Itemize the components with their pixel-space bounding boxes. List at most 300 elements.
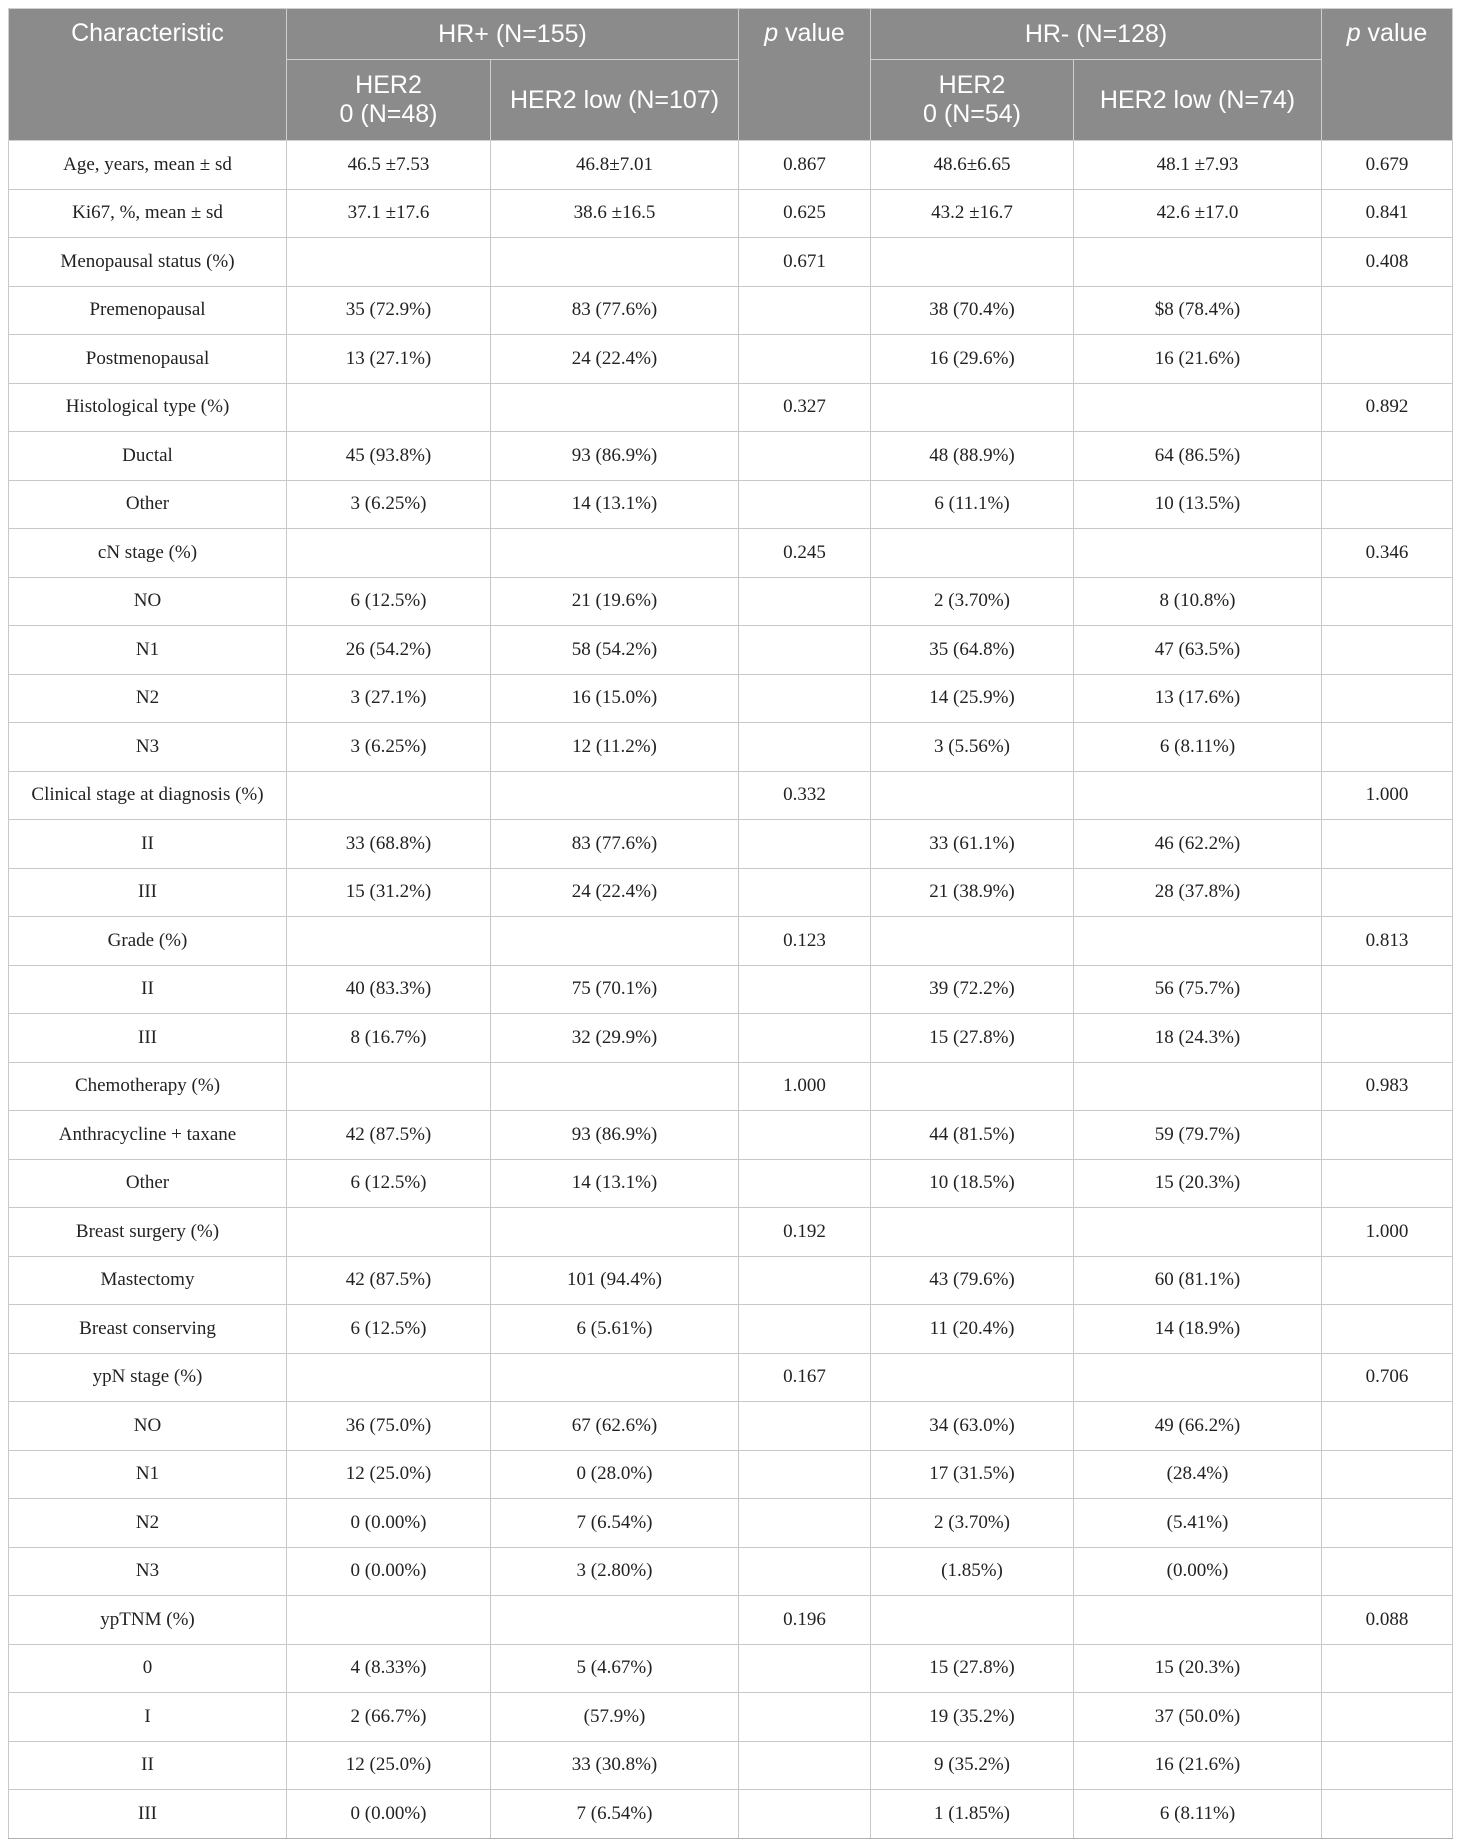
table-row — [9, 868, 1453, 917]
hr-neg-p-value-cell: 0.706 — [1322, 1353, 1453, 1402]
table-body — [9, 141, 1453, 1839]
hr-pos-p-value-cell — [739, 432, 871, 481]
characteristic-cell: Histological type (%) — [9, 383, 287, 432]
characteristic-cell: Anthracycline + taxane — [9, 1111, 287, 1160]
hr-neg-her2-low-cell — [1074, 529, 1322, 578]
hr-neg-her2-0-cell: 3 (5.56%) — [871, 723, 1074, 772]
hr-pos-her2-low-cell: 7 (6.54%) — [491, 1790, 739, 1839]
hr-neg-p-value-cell — [1322, 1644, 1453, 1693]
hr-neg-p-value-cell — [1322, 1741, 1453, 1790]
hr-pos-her2-0-cell: 0 (0.00%) — [287, 1790, 491, 1839]
hr-pos-her2-low-cell: 21 (19.6%) — [491, 577, 739, 626]
hr-neg-her2-low-cell: 59 (79.7%) — [1074, 1111, 1322, 1160]
characteristic-cell: ypN stage (%) — [9, 1353, 287, 1402]
hr-neg-her2-0-cell: 48.6±6.65 — [871, 141, 1074, 190]
hr-pos-her2-0-cell — [287, 1062, 491, 1111]
hr-pos-p-value-cell — [739, 1014, 871, 1063]
hr-pos-her2-0-cell: 3 (6.25%) — [287, 723, 491, 772]
header-her2-0-hr-positive — [287, 60, 491, 141]
hr-pos-her2-low-cell: 67 (62.6%) — [491, 1402, 739, 1451]
hr-pos-her2-0-cell: 4 (8.33%) — [287, 1644, 491, 1693]
characteristic-cell: Age, years, mean ± sd — [9, 141, 287, 190]
hr-neg-p-value-cell — [1322, 1014, 1453, 1063]
header-characteristic: Characteristic — [9, 9, 287, 141]
characteristic-cell: 0 — [9, 1644, 287, 1693]
p-value-text: value — [1360, 19, 1428, 47]
hr-neg-her2-0-cell: 11 (20.4%) — [871, 1305, 1074, 1354]
hr-pos-her2-0-cell: 35 (72.9%) — [287, 286, 491, 335]
hr-pos-her2-low-cell: 7 (6.54%) — [491, 1499, 739, 1548]
characteristic-cell: I — [9, 1693, 287, 1742]
p-value-text: value — [778, 19, 845, 47]
table-row — [9, 577, 1453, 626]
hr-pos-her2-low-cell — [491, 771, 739, 820]
characteristic-cell: ypTNM (%) — [9, 1596, 287, 1645]
hr-pos-p-value-cell — [739, 1256, 871, 1305]
hr-pos-her2-low-cell: 14 (13.1%) — [491, 1159, 739, 1208]
hr-neg-her2-0-cell: 15 (27.8%) — [871, 1014, 1074, 1063]
hr-pos-p-value-cell — [739, 626, 871, 675]
hr-neg-her2-0-cell: 35 (64.8%) — [871, 626, 1074, 675]
hr-pos-her2-low-cell — [491, 1062, 739, 1111]
her2-label: HER2 — [355, 71, 422, 99]
hr-pos-her2-0-cell — [287, 238, 491, 287]
hr-neg-her2-low-cell: 16 (21.6%) — [1074, 1741, 1322, 1790]
table-row — [9, 238, 1453, 287]
hr-neg-p-value-cell: 0.346 — [1322, 529, 1453, 578]
hr-pos-p-value-cell: 0.867 — [739, 141, 871, 190]
hr-neg-p-value-cell — [1322, 577, 1453, 626]
hr-pos-her2-0-cell: 42 (87.5%) — [287, 1256, 491, 1305]
hr-neg-her2-low-cell: 16 (21.6%) — [1074, 335, 1322, 384]
hr-neg-p-value-cell — [1322, 1402, 1453, 1451]
hr-neg-her2-low-cell: 8 (10.8%) — [1074, 577, 1322, 626]
hr-neg-her2-low-cell — [1074, 1353, 1322, 1402]
hr-neg-her2-low-cell: 46 (62.2%) — [1074, 820, 1322, 869]
hr-neg-p-value-cell — [1322, 1693, 1453, 1742]
hr-pos-her2-low-cell — [491, 917, 739, 966]
hr-pos-p-value-cell: 0.196 — [739, 1596, 871, 1645]
hr-pos-her2-low-cell: 93 (86.9%) — [491, 1111, 739, 1160]
hr-neg-her2-0-cell: 14 (25.9%) — [871, 674, 1074, 723]
hr-pos-p-value-cell — [739, 480, 871, 529]
header-row-groups — [9, 9, 1453, 60]
hr-pos-p-value-cell: 0.671 — [739, 238, 871, 287]
hr-pos-p-value-cell — [739, 1402, 871, 1451]
hr-neg-p-value-cell: 0.408 — [1322, 238, 1453, 287]
characteristic-cell: NO — [9, 1402, 287, 1451]
hr-neg-p-value-cell — [1322, 1159, 1453, 1208]
hr-neg-her2-0-cell: 19 (35.2%) — [871, 1693, 1074, 1742]
p-italic: p — [1346, 19, 1361, 47]
hr-neg-her2-low-cell: 28 (37.8%) — [1074, 868, 1322, 917]
hr-pos-p-value-cell — [739, 965, 871, 1014]
table-row — [9, 1450, 1453, 1499]
hr-pos-p-value-cell — [739, 1741, 871, 1790]
hr-neg-her2-0-cell: (1.85%) — [871, 1547, 1074, 1596]
hr-neg-p-value-cell — [1322, 723, 1453, 772]
hr-pos-her2-0-cell — [287, 771, 491, 820]
hr-pos-p-value-cell — [739, 1693, 871, 1742]
hr-neg-p-value-cell — [1322, 480, 1453, 529]
table-row — [9, 286, 1453, 335]
hr-neg-her2-0-cell — [871, 1208, 1074, 1257]
hr-neg-her2-0-cell: 2 (3.70%) — [871, 577, 1074, 626]
characteristic-cell: N3 — [9, 1547, 287, 1596]
table-row — [9, 335, 1453, 384]
hr-neg-p-value-cell — [1322, 674, 1453, 723]
table-row — [9, 1208, 1453, 1257]
hr-pos-p-value-cell — [739, 674, 871, 723]
hr-pos-her2-low-cell — [491, 1208, 739, 1257]
hr-pos-her2-0-cell: 26 (54.2%) — [287, 626, 491, 675]
hr-pos-p-value-cell — [739, 1159, 871, 1208]
header-her2-low-hr-positive: HER2 low (N=107) — [491, 60, 739, 141]
hr-neg-p-value-cell: 0.679 — [1322, 141, 1453, 190]
hr-pos-her2-0-cell: 0 (0.00%) — [287, 1547, 491, 1596]
characteristic-cell: III — [9, 868, 287, 917]
table-row — [9, 771, 1453, 820]
hr-pos-her2-low-cell: 24 (22.4%) — [491, 868, 739, 917]
hr-neg-her2-0-cell — [871, 1353, 1074, 1402]
hr-pos-her2-0-cell: 6 (12.5%) — [287, 1305, 491, 1354]
table-row — [9, 1596, 1453, 1645]
hr-neg-her2-low-cell: 15 (20.3%) — [1074, 1159, 1322, 1208]
hr-neg-her2-low-cell — [1074, 1208, 1322, 1257]
hr-pos-her2-0-cell: 6 (12.5%) — [287, 1159, 491, 1208]
table-row — [9, 1741, 1453, 1790]
hr-neg-her2-low-cell: (0.00%) — [1074, 1547, 1322, 1596]
hr-neg-her2-low-cell: 6 (8.11%) — [1074, 1790, 1322, 1839]
characteristics-table — [8, 8, 1453, 1839]
characteristic-cell: Other — [9, 1159, 287, 1208]
hr-pos-her2-0-cell — [287, 1208, 491, 1257]
hr-pos-her2-low-cell: 16 (15.0%) — [491, 674, 739, 723]
hr-pos-p-value-cell — [739, 1547, 871, 1596]
hr-neg-p-value-cell — [1322, 1790, 1453, 1839]
header-her2-low-hr-negative: HER2 low (N=74) — [1074, 60, 1322, 141]
hr-pos-her2-low-cell: 6 (5.61%) — [491, 1305, 739, 1354]
hr-neg-p-value-cell — [1322, 1547, 1453, 1596]
hr-neg-p-value-cell — [1322, 286, 1453, 335]
table-row — [9, 1256, 1453, 1305]
characteristic-cell: Chemotherapy (%) — [9, 1062, 287, 1111]
hr-pos-p-value-cell — [739, 723, 871, 772]
hr-neg-her2-low-cell: (28.4%) — [1074, 1450, 1322, 1499]
hr-pos-her2-low-cell — [491, 383, 739, 432]
her2-label: HER2 — [938, 71, 1006, 99]
header-hr-positive: HR+ (N=155) — [287, 9, 739, 60]
characteristic-cell: N1 — [9, 626, 287, 675]
hr-neg-p-value-cell — [1322, 965, 1453, 1014]
hr-pos-p-value-cell: 0.245 — [739, 529, 871, 578]
hr-neg-her2-low-cell — [1074, 1062, 1322, 1111]
characteristic-cell: II — [9, 1741, 287, 1790]
characteristics-table-container — [8, 8, 1452, 1839]
hr-neg-her2-low-cell: 15 (20.3%) — [1074, 1644, 1322, 1693]
hr-pos-p-value-cell — [739, 820, 871, 869]
hr-neg-her2-low-cell: (5.41%) — [1074, 1499, 1322, 1548]
characteristic-cell: N2 — [9, 1499, 287, 1548]
hr-neg-her2-0-cell: 1 (1.85%) — [871, 1790, 1074, 1839]
hr-pos-her2-low-cell: 83 (77.6%) — [491, 286, 739, 335]
characteristic-cell: Mastectomy — [9, 1256, 287, 1305]
hr-neg-p-value-cell — [1322, 335, 1453, 384]
characteristic-cell: III — [9, 1014, 287, 1063]
hr-pos-her2-low-cell — [491, 1596, 739, 1645]
hr-neg-her2-0-cell — [871, 383, 1074, 432]
table-row — [9, 1693, 1453, 1742]
hr-pos-her2-0-cell: 33 (68.8%) — [287, 820, 491, 869]
hr-neg-her2-0-cell: 48 (88.9%) — [871, 432, 1074, 481]
hr-pos-her2-0-cell: 12 (25.0%) — [287, 1450, 491, 1499]
hr-pos-her2-0-cell: 13 (27.1%) — [287, 335, 491, 384]
table-row — [9, 189, 1453, 238]
hr-neg-her2-low-cell: 10 (13.5%) — [1074, 480, 1322, 529]
hr-pos-her2-0-cell — [287, 1596, 491, 1645]
hr-neg-her2-low-cell: 13 (17.6%) — [1074, 674, 1322, 723]
hr-pos-p-value-cell — [739, 286, 871, 335]
hr-pos-her2-low-cell: 38.6 ±16.5 — [491, 189, 739, 238]
hr-pos-her2-low-cell: 58 (54.2%) — [491, 626, 739, 675]
hr-pos-her2-0-cell: 45 (93.8%) — [287, 432, 491, 481]
hr-pos-p-value-cell — [739, 577, 871, 626]
hr-neg-p-value-cell — [1322, 1256, 1453, 1305]
hr-pos-p-value-cell: 0.332 — [739, 771, 871, 820]
hr-pos-p-value-cell: 0.123 — [739, 917, 871, 966]
table-row — [9, 529, 1453, 578]
table-row — [9, 965, 1453, 1014]
hr-neg-her2-low-cell: 14 (18.9%) — [1074, 1305, 1322, 1354]
table-row — [9, 1402, 1453, 1451]
hr-pos-her2-low-cell — [491, 238, 739, 287]
characteristic-cell: N3 — [9, 723, 287, 772]
hr-pos-her2-0-cell — [287, 383, 491, 432]
hr-pos-her2-0-cell: 3 (27.1%) — [287, 674, 491, 723]
table-row — [9, 674, 1453, 723]
hr-neg-her2-0-cell: 6 (11.1%) — [871, 480, 1074, 529]
hr-pos-her2-0-cell: 37.1 ±17.6 — [287, 189, 491, 238]
table-row — [9, 480, 1453, 529]
hr-neg-p-value-cell — [1322, 868, 1453, 917]
hr-neg-her2-low-cell — [1074, 917, 1322, 966]
hr-neg-her2-low-cell — [1074, 1596, 1322, 1645]
hr-neg-her2-0-cell: 43 (79.6%) — [871, 1256, 1074, 1305]
hr-neg-her2-0-cell: 43.2 ±16.7 — [871, 189, 1074, 238]
characteristic-cell: Ki67, %, mean ± sd — [9, 189, 287, 238]
header-hr-negative: HR- (N=128) — [871, 9, 1322, 60]
hr-neg-her2-low-cell — [1074, 383, 1322, 432]
hr-neg-p-value-cell — [1322, 820, 1453, 869]
her2-count: 0 (N=48) — [339, 100, 438, 128]
header-p-value-hr-negative — [1322, 9, 1453, 141]
table-row — [9, 1547, 1453, 1596]
hr-neg-her2-low-cell — [1074, 238, 1322, 287]
hr-pos-her2-low-cell: 5 (4.67%) — [491, 1644, 739, 1693]
hr-pos-p-value-cell: 0.167 — [739, 1353, 871, 1402]
hr-neg-p-value-cell: 0.841 — [1322, 189, 1453, 238]
characteristic-cell: Ductal — [9, 432, 287, 481]
hr-pos-her2-low-cell: 101 (94.4%) — [491, 1256, 739, 1305]
hr-neg-her2-0-cell: 44 (81.5%) — [871, 1111, 1074, 1160]
hr-neg-her2-low-cell: 6 (8.11%) — [1074, 723, 1322, 772]
hr-neg-her2-0-cell: 16 (29.6%) — [871, 335, 1074, 384]
hr-neg-p-value-cell — [1322, 1450, 1453, 1499]
hr-neg-her2-0-cell — [871, 1062, 1074, 1111]
hr-pos-her2-0-cell — [287, 917, 491, 966]
characteristic-cell: N2 — [9, 674, 287, 723]
hr-neg-her2-0-cell: 38 (70.4%) — [871, 286, 1074, 335]
hr-pos-p-value-cell — [739, 1499, 871, 1548]
characteristic-cell: Breast conserving — [9, 1305, 287, 1354]
table-row — [9, 626, 1453, 675]
hr-pos-her2-0-cell: 12 (25.0%) — [287, 1741, 491, 1790]
hr-neg-her2-low-cell: 64 (86.5%) — [1074, 432, 1322, 481]
hr-pos-p-value-cell: 1.000 — [739, 1062, 871, 1111]
characteristic-cell: Other — [9, 480, 287, 529]
hr-pos-her2-low-cell: 83 (77.6%) — [491, 820, 739, 869]
table-header — [9, 9, 1453, 141]
hr-neg-her2-low-cell: 48.1 ±7.93 — [1074, 141, 1322, 190]
hr-pos-p-value-cell: 0.327 — [739, 383, 871, 432]
table-row — [9, 1499, 1453, 1548]
hr-neg-her2-0-cell: 34 (63.0%) — [871, 1402, 1074, 1451]
her2-count: 0 (N=54) — [923, 100, 1021, 128]
hr-neg-her2-0-cell — [871, 1596, 1074, 1645]
hr-pos-p-value-cell — [739, 335, 871, 384]
hr-pos-her2-0-cell: 42 (87.5%) — [287, 1111, 491, 1160]
hr-neg-p-value-cell: 0.088 — [1322, 1596, 1453, 1645]
header-her2-0-hr-negative — [871, 60, 1074, 141]
hr-pos-her2-low-cell: 12 (11.2%) — [491, 723, 739, 772]
hr-pos-her2-low-cell: 3 (2.80%) — [491, 1547, 739, 1596]
hr-neg-her2-low-cell: 18 (24.3%) — [1074, 1014, 1322, 1063]
hr-neg-her2-low-cell: 56 (75.7%) — [1074, 965, 1322, 1014]
hr-pos-her2-low-cell: 14 (13.1%) — [491, 480, 739, 529]
hr-pos-her2-0-cell: 36 (75.0%) — [287, 1402, 491, 1451]
hr-pos-p-value-cell — [739, 1644, 871, 1693]
hr-pos-her2-0-cell: 40 (83.3%) — [287, 965, 491, 1014]
hr-neg-p-value-cell — [1322, 1305, 1453, 1354]
hr-pos-her2-low-cell — [491, 529, 739, 578]
hr-neg-her2-0-cell — [871, 529, 1074, 578]
hr-neg-p-value-cell — [1322, 1111, 1453, 1160]
table-row — [9, 1305, 1453, 1354]
table-row — [9, 1014, 1453, 1063]
table-row — [9, 1159, 1453, 1208]
characteristic-cell: III — [9, 1790, 287, 1839]
hr-pos-her2-low-cell: 0 (28.0%) — [491, 1450, 739, 1499]
characteristic-cell: N1 — [9, 1450, 287, 1499]
hr-pos-her2-0-cell: 0 (0.00%) — [287, 1499, 491, 1548]
table-row — [9, 723, 1453, 772]
hr-pos-her2-0-cell: 3 (6.25%) — [287, 480, 491, 529]
table-row — [9, 1790, 1453, 1839]
hr-neg-p-value-cell: 0.983 — [1322, 1062, 1453, 1111]
hr-neg-her2-low-cell: $8 (78.4%) — [1074, 286, 1322, 335]
characteristic-cell: Clinical stage at diagnosis (%) — [9, 771, 287, 820]
table-row — [9, 820, 1453, 869]
table-row — [9, 1644, 1453, 1693]
hr-pos-her2-0-cell — [287, 1353, 491, 1402]
hr-neg-her2-0-cell: 2 (3.70%) — [871, 1499, 1074, 1548]
hr-pos-p-value-cell — [739, 868, 871, 917]
hr-neg-her2-0-cell: 9 (35.2%) — [871, 1741, 1074, 1790]
hr-pos-her2-low-cell: 33 (30.8%) — [491, 1741, 739, 1790]
hr-neg-her2-low-cell: 42.6 ±17.0 — [1074, 189, 1322, 238]
p-italic: p — [764, 19, 779, 47]
hr-pos-her2-0-cell: 2 (66.7%) — [287, 1693, 491, 1742]
characteristic-cell: II — [9, 820, 287, 869]
hr-pos-her2-low-cell: (57.9%) — [491, 1693, 739, 1742]
hr-neg-her2-0-cell: 15 (27.8%) — [871, 1644, 1074, 1693]
table-row — [9, 383, 1453, 432]
table-row — [9, 1062, 1453, 1111]
hr-neg-her2-0-cell: 21 (38.9%) — [871, 868, 1074, 917]
hr-pos-her2-0-cell — [287, 529, 491, 578]
hr-neg-her2-0-cell: 17 (31.5%) — [871, 1450, 1074, 1499]
hr-neg-her2-low-cell: 47 (63.5%) — [1074, 626, 1322, 675]
hr-neg-p-value-cell: 1.000 — [1322, 1208, 1453, 1257]
characteristic-cell: Breast surgery (%) — [9, 1208, 287, 1257]
hr-pos-her2-0-cell: 15 (31.2%) — [287, 868, 491, 917]
hr-neg-her2-0-cell — [871, 771, 1074, 820]
hr-pos-p-value-cell: 0.192 — [739, 1208, 871, 1257]
hr-pos-her2-low-cell: 24 (22.4%) — [491, 335, 739, 384]
header-p-value-hr-positive — [739, 9, 871, 141]
hr-neg-her2-low-cell: 37 (50.0%) — [1074, 1693, 1322, 1742]
characteristic-cell: Menopausal status (%) — [9, 238, 287, 287]
hr-neg-her2-0-cell: 10 (18.5%) — [871, 1159, 1074, 1208]
hr-neg-p-value-cell — [1322, 1499, 1453, 1548]
hr-pos-p-value-cell — [739, 1450, 871, 1499]
characteristic-cell: Grade (%) — [9, 917, 287, 966]
hr-neg-her2-0-cell: 39 (72.2%) — [871, 965, 1074, 1014]
hr-pos-her2-low-cell: 93 (86.9%) — [491, 432, 739, 481]
hr-pos-her2-low-cell: 46.8±7.01 — [491, 141, 739, 190]
table-row — [9, 917, 1453, 966]
hr-pos-her2-low-cell: 75 (70.1%) — [491, 965, 739, 1014]
table-row — [9, 432, 1453, 481]
table-row — [9, 1353, 1453, 1402]
hr-pos-p-value-cell — [739, 1111, 871, 1160]
hr-neg-p-value-cell — [1322, 432, 1453, 481]
hr-neg-her2-0-cell: 33 (61.1%) — [871, 820, 1074, 869]
hr-pos-p-value-cell — [739, 1305, 871, 1354]
characteristic-cell: Premenopausal — [9, 286, 287, 335]
hr-neg-p-value-cell: 0.813 — [1322, 917, 1453, 966]
hr-pos-her2-0-cell: 6 (12.5%) — [287, 577, 491, 626]
characteristic-cell: cN stage (%) — [9, 529, 287, 578]
hr-pos-her2-0-cell: 8 (16.7%) — [287, 1014, 491, 1063]
hr-pos-her2-low-cell: 32 (29.9%) — [491, 1014, 739, 1063]
hr-neg-p-value-cell — [1322, 626, 1453, 675]
hr-pos-p-value-cell — [739, 1790, 871, 1839]
hr-pos-p-value-cell: 0.625 — [739, 189, 871, 238]
hr-neg-p-value-cell: 1.000 — [1322, 771, 1453, 820]
hr-neg-her2-0-cell — [871, 917, 1074, 966]
characteristic-cell: NO — [9, 577, 287, 626]
hr-pos-her2-low-cell — [491, 1353, 739, 1402]
table-row — [9, 1111, 1453, 1160]
characteristic-cell: Postmenopausal — [9, 335, 287, 384]
hr-neg-p-value-cell: 0.892 — [1322, 383, 1453, 432]
hr-neg-her2-low-cell: 49 (66.2%) — [1074, 1402, 1322, 1451]
characteristic-cell: II — [9, 965, 287, 1014]
hr-neg-her2-low-cell: 60 (81.1%) — [1074, 1256, 1322, 1305]
hr-pos-her2-0-cell: 46.5 ±7.53 — [287, 141, 491, 190]
hr-neg-her2-low-cell — [1074, 771, 1322, 820]
